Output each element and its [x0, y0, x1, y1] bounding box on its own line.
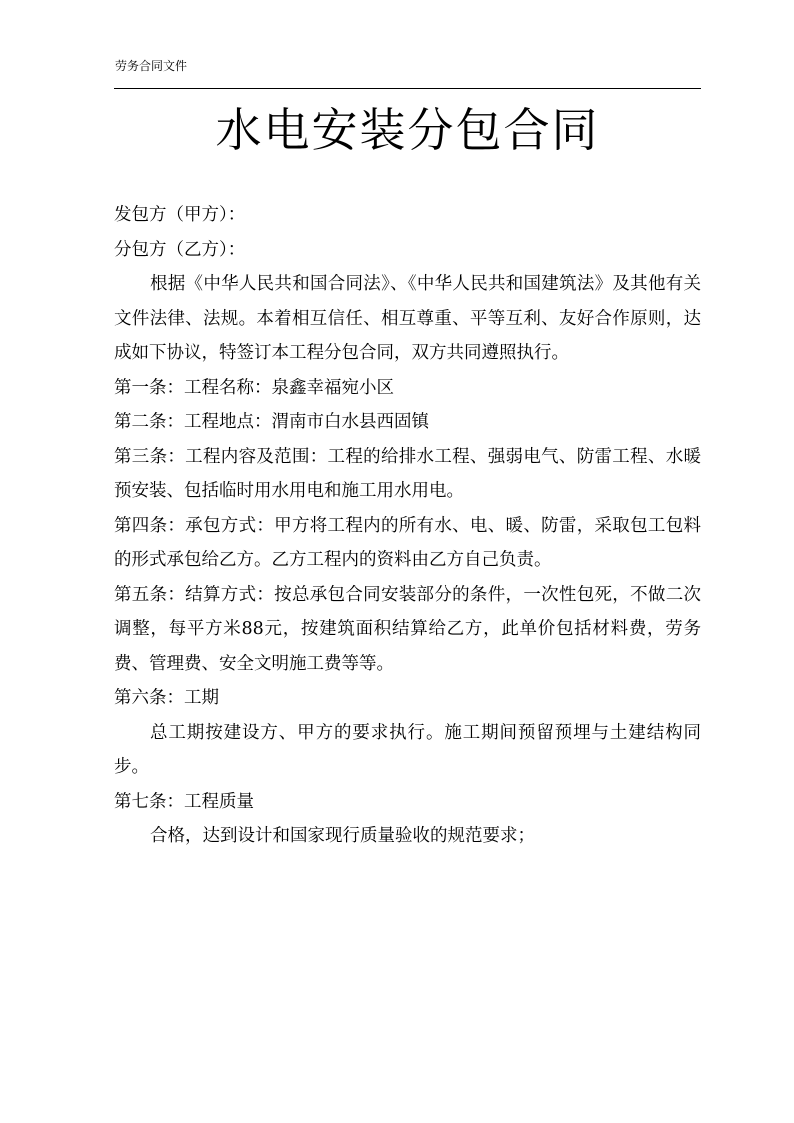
preamble-paragraph: 根据《中华人民共和国合同法》、《中华人民共和国建筑法》及其他有关文件法律、法规。本着相互信任、相互尊重、平等互利、友好合作原则，达成如下协议，特签订本工程分包合同，双方共同遵照执行。: [114, 274, 701, 363]
article-5: 第五条：结算方式：按总承包合同安装部分的条件，一次性包死，不做二次调整，每平方米88元，按建筑面积结算给乙方，此单价包括材料费，劳务费、管理费、安全文明施工费等等。: [114, 584, 701, 674]
contractor-line: 发包方（甲方）：: [114, 205, 246, 225]
article-7-body: 合格，达到设计和国家现行质量验收的规范要求；: [150, 826, 535, 846]
article-6-heading: 第六条：工期: [114, 688, 219, 708]
article-1: 第一条：工程名称：泉鑫幸福宛小区: [114, 377, 394, 398]
article-7-heading: 第七条：工程质量: [114, 791, 254, 812]
page-title: 水电安装分包合同: [215, 103, 600, 157]
subcontractor-line: 分包方（乙方）：: [114, 239, 246, 260]
article-3: 第三条：工程内容及范围：工程的给排水工程、强弱电气、防雷工程、水暖预安装、包括临时用水用电和施工用水用电。: [114, 446, 701, 501]
contract-body: [114, 198, 701, 854]
article-2: 第二条：工程地点：渭南市白水县西固镇: [114, 412, 429, 432]
article-4: 第四条：承包方式：甲方将工程内的所有水、电、暖、防雷，采取包工包料的形式承包给乙方。乙方工程内的资料由乙方自己负责。: [114, 515, 701, 570]
document-header: 劳务合同文件: [115, 59, 188, 73]
header-divider: [114, 88, 701, 89]
article-6-body: 总工期按建设方、甲方的要求执行。施工期间预留预埋与土建结构同步。: [114, 722, 701, 777]
